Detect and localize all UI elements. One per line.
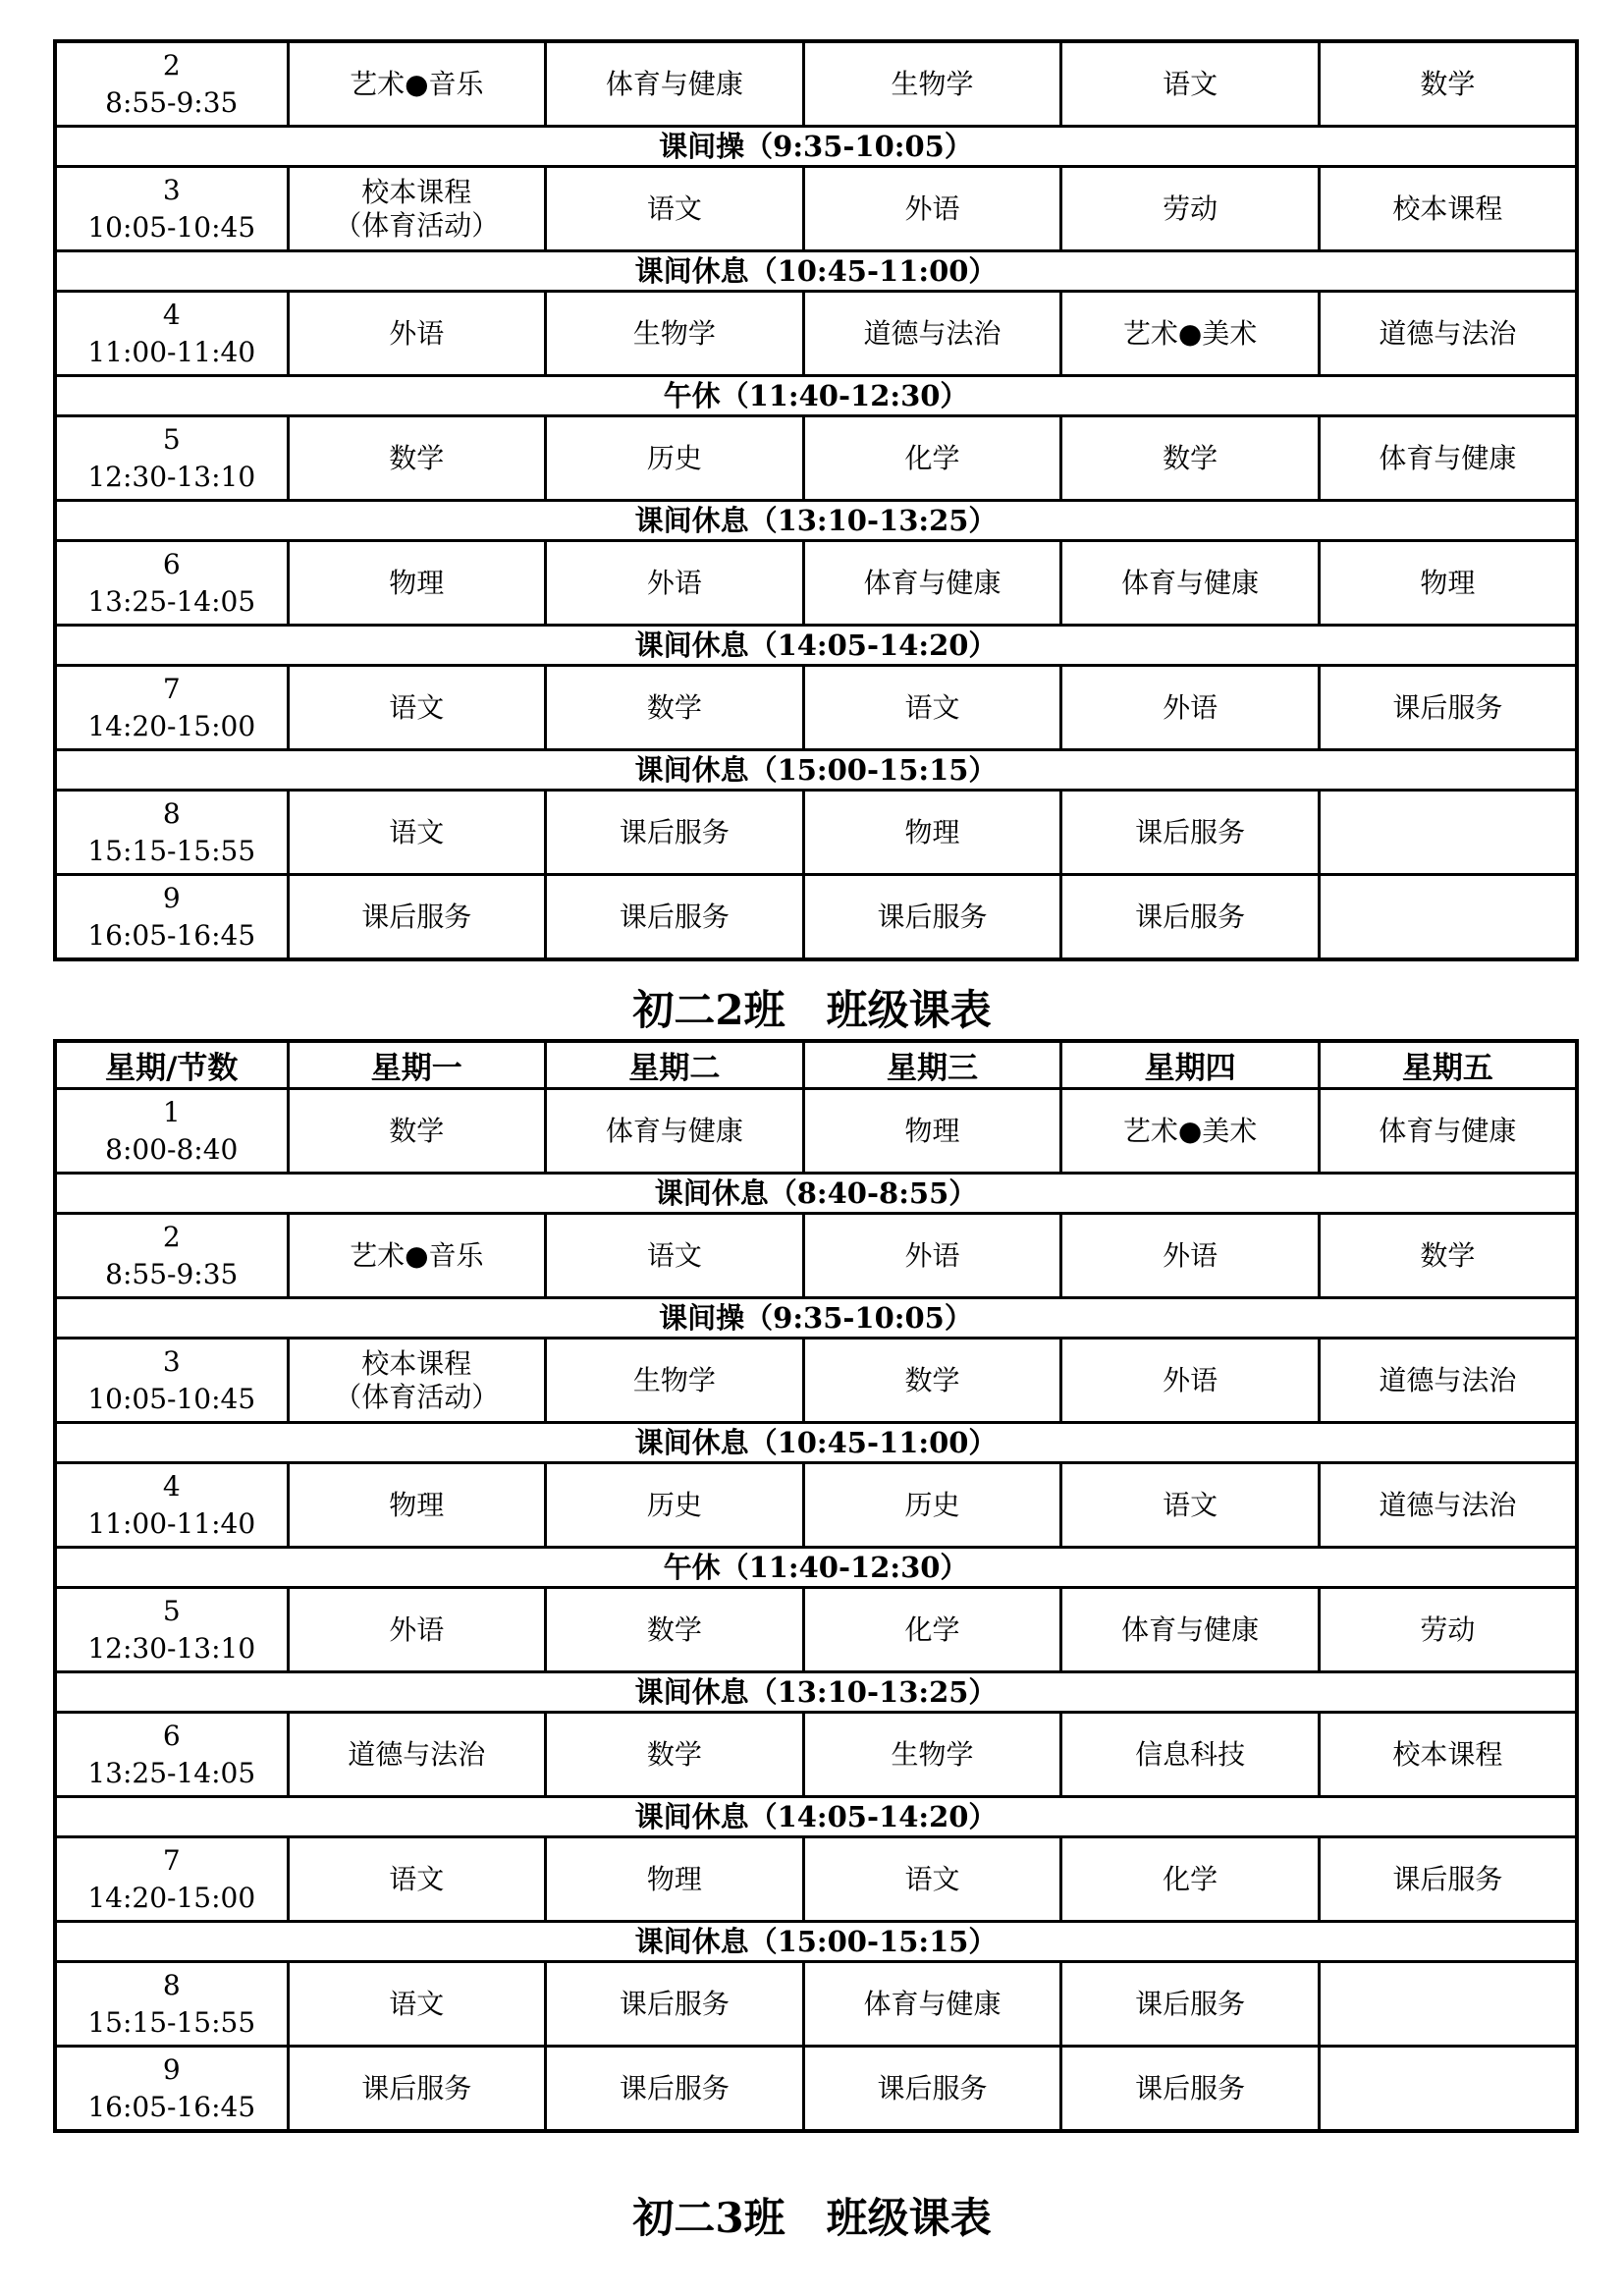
subject-line: 校本课程 xyxy=(361,1346,472,1380)
subject-cell: 数学 xyxy=(546,1713,804,1797)
subject-cell: 体育与健康 xyxy=(546,1089,804,1174)
period-cell xyxy=(55,666,288,750)
period-time: 16:05-16:45 xyxy=(87,918,256,952)
subject-cell: 劳动 xyxy=(1319,1588,1577,1672)
period-number: 2 xyxy=(162,1220,181,1253)
subject-cell: 物理 xyxy=(803,1089,1061,1174)
period-cell xyxy=(55,1713,288,1797)
header-weekday: 星期一 xyxy=(288,1041,546,1089)
subject-cell: 语文 xyxy=(1061,1463,1320,1548)
subject-cell: 物理 xyxy=(1319,541,1577,626)
subject-cell: 课后服务 xyxy=(1319,666,1577,750)
break-label: 课间休息（14:05-14:20） xyxy=(55,626,1577,666)
subject-cell: 数学 xyxy=(1061,416,1320,501)
period-time: 12:30-13:10 xyxy=(87,460,256,493)
subject-cell xyxy=(1319,875,1577,960)
break-row xyxy=(55,1672,1577,1713)
period-cell xyxy=(55,2047,288,2132)
subject-cell xyxy=(288,167,546,251)
period-cell xyxy=(55,791,288,875)
class-2-schedule-table xyxy=(53,1039,1579,2133)
subject-cell xyxy=(288,1339,546,1423)
period-number: 3 xyxy=(162,173,181,206)
period-cell xyxy=(55,41,288,127)
break-label: 课间休息（10:45-11:00） xyxy=(55,1423,1577,1463)
subject-cell: 生物学 xyxy=(803,1713,1061,1797)
subject-cell: 外语 xyxy=(288,292,546,376)
subject-cell: 外语 xyxy=(1061,666,1320,750)
period-row xyxy=(55,1339,1577,1423)
period-cell xyxy=(55,1588,288,1672)
subject-cell: 语文 xyxy=(288,1962,546,2047)
period-number: 6 xyxy=(162,547,181,580)
subject-cell: 数学 xyxy=(288,1089,546,1174)
period-number: 4 xyxy=(162,1469,181,1503)
subject-cell: 生物学 xyxy=(546,292,804,376)
period-row xyxy=(55,1713,1577,1797)
period-row xyxy=(55,1089,1577,1174)
break-row xyxy=(55,750,1577,791)
period-number: 8 xyxy=(162,796,181,830)
break-row xyxy=(55,376,1577,416)
header-row xyxy=(55,1041,1577,1089)
subject-cell: 语文 xyxy=(546,1214,804,1298)
period-row xyxy=(55,1837,1577,1922)
class-3-title: 初二3班 班级课表 xyxy=(632,2194,992,2242)
subject-line: 校本课程 xyxy=(361,175,472,208)
subject-cell: 语文 xyxy=(1061,41,1320,127)
period-row xyxy=(55,1588,1577,1672)
break-label: 课间操（9:35-10:05） xyxy=(55,127,1577,167)
subject-cell: 历史 xyxy=(803,1463,1061,1548)
subject-cell: 数学 xyxy=(803,1339,1061,1423)
schedule-table-continued xyxy=(53,39,1579,961)
period-time: 8:55-9:35 xyxy=(105,1257,239,1290)
subject-cell xyxy=(1319,791,1577,875)
period-cell xyxy=(55,167,288,251)
subject-cell xyxy=(1319,2047,1577,2132)
period-row xyxy=(55,1463,1577,1548)
subject-cell: 艺术●美术 xyxy=(1061,1089,1320,1174)
period-time: 15:15-15:55 xyxy=(87,2005,256,2039)
subject-cell: 物理 xyxy=(288,1463,546,1548)
period-time: 10:05-10:45 xyxy=(87,1382,256,1415)
period-cell xyxy=(55,1837,288,1922)
break-row xyxy=(55,1298,1577,1339)
subject-cell: 道德与法治 xyxy=(1319,1463,1577,1548)
header-weekday: 星期四 xyxy=(1061,1041,1320,1089)
period-number: 7 xyxy=(162,672,181,705)
subject-cell: 体育与健康 xyxy=(1061,541,1320,626)
period-number: 2 xyxy=(162,48,181,82)
subject-cell: 历史 xyxy=(546,1463,804,1548)
subject-cell: 道德与法治 xyxy=(803,292,1061,376)
period-row xyxy=(55,666,1577,750)
subject-cell: 外语 xyxy=(1061,1214,1320,1298)
subject-cell: 外语 xyxy=(1061,1339,1320,1423)
period-time: 8:00-8:40 xyxy=(105,1132,239,1166)
subject-cell: 校本课程 xyxy=(1319,1713,1577,1797)
subject-cell: 艺术●美术 xyxy=(1061,292,1320,376)
subject-cell: 道德与法治 xyxy=(288,1713,546,1797)
break-label: 课间休息（14:05-14:20） xyxy=(55,1797,1577,1837)
break-row xyxy=(55,1797,1577,1837)
period-number: 8 xyxy=(162,1968,181,2001)
subject-cell: 外语 xyxy=(803,1214,1061,1298)
period-cell xyxy=(55,875,288,960)
header-weekday: 星期三 xyxy=(803,1041,1061,1089)
subject-cell: 道德与法治 xyxy=(1319,1339,1577,1423)
break-label: 课间操（9:35-10:05） xyxy=(55,1298,1577,1339)
subject-cell: 课后服务 xyxy=(546,2047,804,2132)
header-weekday: 星期五 xyxy=(1319,1041,1577,1089)
subject-cell: 数学 xyxy=(1319,1214,1577,1298)
subject-cell: 劳动 xyxy=(1061,167,1320,251)
break-row xyxy=(55,1922,1577,1962)
period-row xyxy=(55,2047,1577,2132)
subject-cell: 课后服务 xyxy=(288,2047,546,2132)
period-row xyxy=(55,292,1577,376)
subject-cell: 课后服务 xyxy=(1061,875,1320,960)
break-label: 课间休息（13:10-13:25） xyxy=(55,501,1577,541)
period-row xyxy=(55,541,1577,626)
subject-cell: 课后服务 xyxy=(803,875,1061,960)
subject-cell: 课后服务 xyxy=(1319,1837,1577,1922)
subject-cell: 历史 xyxy=(546,416,804,501)
subject-cell: 体育与健康 xyxy=(1061,1588,1320,1672)
subject-cell: 化学 xyxy=(803,1588,1061,1672)
period-number: 9 xyxy=(162,2052,181,2086)
subject-cell: 数学 xyxy=(288,416,546,501)
period-row xyxy=(55,1962,1577,2047)
period-time: 16:05-16:45 xyxy=(87,2090,256,2123)
period-time: 8:55-9:35 xyxy=(105,85,239,119)
subject-cell: 语文 xyxy=(546,167,804,251)
period-time: 13:25-14:05 xyxy=(87,1756,256,1789)
subject-cell: 数学 xyxy=(546,666,804,750)
period-number: 3 xyxy=(162,1344,181,1378)
subject-cell: 课后服务 xyxy=(546,1962,804,2047)
break-row xyxy=(55,1548,1577,1588)
subject-cell: 课后服务 xyxy=(803,2047,1061,2132)
period-row xyxy=(55,167,1577,251)
subject-cell: 外语 xyxy=(288,1588,546,1672)
period-cell xyxy=(55,1339,288,1423)
period-time: 13:25-14:05 xyxy=(87,584,256,618)
period-cell xyxy=(55,541,288,626)
subject-cell: 语文 xyxy=(288,1837,546,1922)
period-time: 15:15-15:55 xyxy=(87,834,256,867)
subject-cell: 体育与健康 xyxy=(1319,416,1577,501)
period-time: 14:20-15:00 xyxy=(87,1881,256,1914)
period-cell xyxy=(55,1214,288,1298)
period-row xyxy=(55,875,1577,960)
class-2-title: 初二2班 班级课表 xyxy=(632,986,992,1034)
subject-cell: 课后服务 xyxy=(546,875,804,960)
subject-cell: 物理 xyxy=(803,791,1061,875)
subject-cell: 生物学 xyxy=(803,41,1061,127)
period-cell xyxy=(55,1962,288,2047)
period-number: 9 xyxy=(162,881,181,914)
subject-cell: 数学 xyxy=(546,1588,804,1672)
break-label: 课间休息（10:45-11:00） xyxy=(55,251,1577,292)
period-number: 5 xyxy=(162,422,181,456)
header-period-day: 星期/节数 xyxy=(55,1041,288,1089)
subject-cell: 体育与健康 xyxy=(1319,1089,1577,1174)
period-number: 6 xyxy=(162,1719,181,1752)
period-row xyxy=(55,41,1577,127)
period-cell xyxy=(55,1463,288,1548)
break-row xyxy=(55,626,1577,666)
period-row xyxy=(55,1214,1577,1298)
break-row xyxy=(55,1423,1577,1463)
period-cell xyxy=(55,292,288,376)
period-time: 11:00-11:40 xyxy=(87,1506,256,1540)
break-row xyxy=(55,501,1577,541)
period-cell xyxy=(55,416,288,501)
subject-cell: 信息科技 xyxy=(1061,1713,1320,1797)
period-row xyxy=(55,416,1577,501)
break-label: 课间休息（15:00-15:15） xyxy=(55,750,1577,791)
break-label: 课间休息（8:40-8:55） xyxy=(55,1174,1577,1214)
period-cell xyxy=(55,1089,288,1174)
subject-cell: 语文 xyxy=(288,666,546,750)
subject-cell: 课后服务 xyxy=(1061,1962,1320,2047)
break-row xyxy=(55,1174,1577,1214)
subject-cell: 课后服务 xyxy=(1061,791,1320,875)
subject-cell: 物理 xyxy=(288,541,546,626)
period-number: 7 xyxy=(162,1843,181,1877)
subject-cell: 体育与健康 xyxy=(546,41,804,127)
subject-cell xyxy=(1319,1962,1577,2047)
period-number: 1 xyxy=(162,1095,181,1128)
break-label: 课间休息（15:00-15:15） xyxy=(55,1922,1577,1962)
period-row xyxy=(55,791,1577,875)
subject-cell: 语文 xyxy=(803,666,1061,750)
subject-cell: 课后服务 xyxy=(288,875,546,960)
subject-cell: 化学 xyxy=(1061,1837,1320,1922)
period-time: 10:05-10:45 xyxy=(87,210,256,244)
subject-cell: 课后服务 xyxy=(1061,2047,1320,2132)
subject-cell: 道德与法治 xyxy=(1319,292,1577,376)
period-number: 5 xyxy=(162,1594,181,1627)
subject-cell: 体育与健康 xyxy=(803,541,1061,626)
subject-line: （体育活动） xyxy=(334,1380,500,1413)
subject-cell: 语文 xyxy=(803,1837,1061,1922)
subject-cell: 外语 xyxy=(803,167,1061,251)
subject-cell: 课后服务 xyxy=(546,791,804,875)
subject-cell: 校本课程 xyxy=(1319,167,1577,251)
subject-cell: 生物学 xyxy=(546,1339,804,1423)
subject-cell: 艺术●音乐 xyxy=(288,1214,546,1298)
break-label: 课间休息（13:10-13:25） xyxy=(55,1672,1577,1713)
period-time: 12:30-13:10 xyxy=(87,1631,256,1665)
subject-cell: 语文 xyxy=(288,791,546,875)
header-weekday: 星期二 xyxy=(546,1041,804,1089)
break-label: 午休（11:40-12:30） xyxy=(55,376,1577,416)
break-row xyxy=(55,251,1577,292)
period-time: 14:20-15:00 xyxy=(87,709,256,742)
period-time: 11:00-11:40 xyxy=(87,335,256,368)
subject-line: （体育活动） xyxy=(334,208,500,242)
break-row xyxy=(55,127,1577,167)
subject-cell: 艺术●音乐 xyxy=(288,41,546,127)
break-label: 午休（11:40-12:30） xyxy=(55,1548,1577,1588)
subject-cell: 物理 xyxy=(546,1837,804,1922)
subject-cell: 体育与健康 xyxy=(803,1962,1061,2047)
subject-cell: 数学 xyxy=(1319,41,1577,127)
period-number: 4 xyxy=(162,298,181,331)
subject-cell: 化学 xyxy=(803,416,1061,501)
subject-cell: 外语 xyxy=(546,541,804,626)
